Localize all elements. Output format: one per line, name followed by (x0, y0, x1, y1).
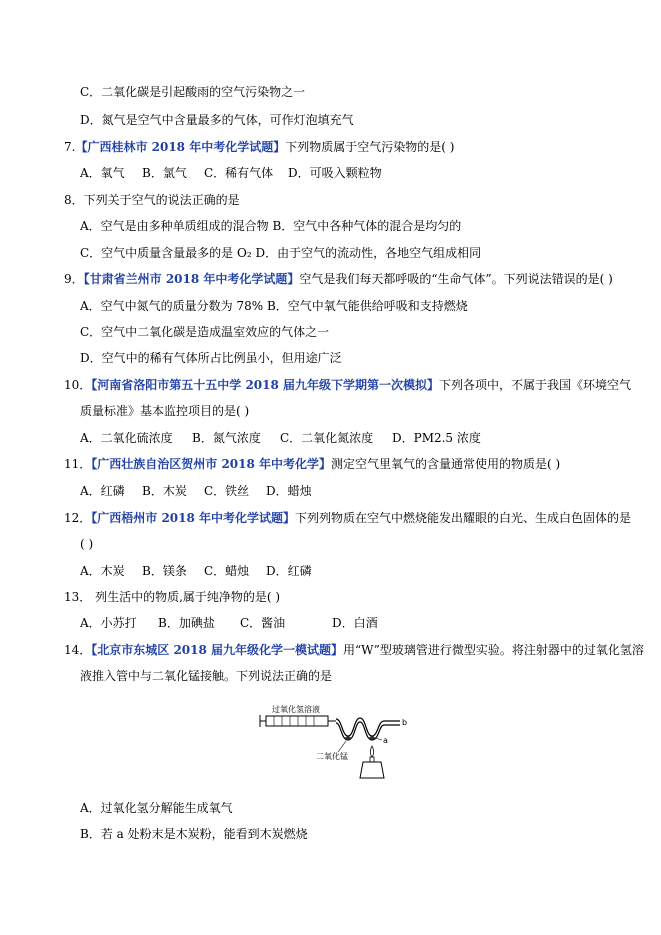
option-b: B．木炭 (142, 484, 187, 498)
option-d: D．蜡烛 (266, 484, 312, 498)
option-a: A．氧气 (80, 166, 125, 180)
flame (370, 746, 373, 757)
manganese-dioxide-powder (345, 736, 351, 739)
w-tube-apparatus-figure (250, 702, 410, 784)
q7-options (80, 165, 382, 181)
question-number: 9． (64, 272, 84, 286)
question-source: 【北京市东城区 2018 届九年级化学一模试题】 (91, 643, 344, 657)
syringe-barrel (266, 716, 328, 726)
question-12 (64, 510, 631, 526)
question-number: 12． (64, 511, 92, 525)
question-11 (64, 456, 560, 472)
question-stem: 下列物质属于空气污染物的是( ) (285, 140, 455, 154)
q10-options (80, 430, 481, 446)
question-10 (64, 377, 631, 393)
option-a: A．木炭 (80, 564, 125, 578)
syringe-label: 过氧化氢溶液 (272, 705, 320, 714)
lamp-wick-holder (370, 757, 374, 762)
q6-option-c: C．二氧化碳是引起酸雨的空气污染物之一 (80, 85, 306, 99)
question-7 (64, 139, 454, 155)
question-stem: 下列各项中，不属于我国《环境空气 (439, 378, 632, 392)
q9-options-ab: A．空气中氮气的质量分数为 78% B．空气中氧气能供给呼吸和支持燃烧 (80, 299, 468, 313)
q14-option-b: B．若 a 处粉末是木炭粉，能看到木炭燃烧 (80, 827, 308, 841)
question-number: 7. (64, 140, 76, 154)
q12-options (80, 563, 312, 579)
question-number: 14． (64, 643, 92, 657)
question-12-stem-cont: ( ) (80, 537, 94, 551)
q6-option-d: D．氮气是空气中含量最多的气体，可作灯泡填充气 (80, 113, 354, 127)
option-a: A．二氧化硫浓度 (80, 431, 173, 445)
question-9 (64, 271, 613, 287)
catalyst-label: 二氧化锰 (316, 752, 348, 761)
question-8-stem: 8．下列关于空气的说法正确的是 (64, 193, 240, 207)
option-b: B．镁条 (142, 564, 187, 578)
question-10-stem-cont: 质量标准》基本监控项目的是( ) (80, 404, 250, 418)
question-stem: 空气是我们每天都呼吸的“生命气体”。下列说法错误的是( ) (299, 272, 613, 286)
q11-options (80, 483, 312, 499)
option-b: B．加碘盐 (158, 616, 215, 630)
label-a: a (383, 736, 388, 745)
question-source: 【甘肃省兰州市 2018 年中考化学试题】 (83, 272, 300, 286)
q8-options-cd: C．空气中质量含量最多的是 O₂ D．由于空气的流动性，各地空气组成相同 (80, 246, 482, 260)
q9-option-c: C．空气中二氧化碳是造成温室效应的气体之一 (80, 325, 330, 339)
option-d: D．红磷 (266, 564, 312, 578)
option-c: C．铁丝 (204, 484, 250, 498)
question-13-stem: 13． 列生活中的物质,属于纯净物的是( ) (64, 590, 281, 604)
question-source: 【广西桂林市 2018 年中考化学试题】 (75, 140, 286, 154)
alcohol-lamp (360, 762, 384, 778)
question-14-stem-cont: 液推入管中与二氧化锰接触。下列说法正确的是 (80, 669, 333, 683)
question-stem: 下列列物质在空气中燃烧能发出耀眼的白光、生成白色固体的是 (295, 511, 632, 525)
question-source: 【河南省洛阳市第五十五中学 2018 届九年级下学期第一次模拟】 (91, 378, 440, 392)
option-c: C．蜡烛 (204, 564, 250, 578)
option-a: A．小苏打 (80, 616, 137, 630)
question-14 (64, 642, 644, 658)
q8-options-ab: A．空气是由多种单质组成的混合物 B．空气中各种气体的混合是均匀的 (80, 219, 462, 233)
q9-option-d: D．空气中的稀有气体所占比例虽小，但用途广泛 (80, 351, 342, 365)
option-d: D．PM2.5 浓度 (392, 431, 481, 445)
q13-options (80, 615, 378, 631)
option-c: C．二氧化氮浓度 (280, 431, 374, 445)
label-b: b (402, 718, 408, 727)
option-c: C．酱油 (240, 616, 286, 630)
option-d: D．可吸入颗粒物 (288, 166, 382, 180)
question-stem: 测定空气里氧气的含量通常使用的物质是( ) (331, 457, 561, 471)
question-stem: 用“W”型玻璃管进行微型实验。将注射器中的过氧化氢溶 (343, 643, 644, 657)
question-source: 【广西壮族自治区贺州市 2018 年中考化学】 (91, 457, 332, 471)
question-number: 10． (64, 378, 92, 392)
question-source: 【广西梧州市 2018 年中考化学试题】 (91, 511, 296, 525)
option-b: B．氮气浓度 (192, 431, 261, 445)
option-c: C．稀有气体 (204, 166, 274, 180)
w-shaped-tube (336, 718, 400, 736)
option-b: B．氯气 (142, 166, 187, 180)
question-number: 11． (64, 457, 92, 471)
q14-option-a: A．过氧化氢分解能生成氧气 (80, 801, 233, 815)
option-d: D．白酒 (332, 616, 378, 630)
powder-at-a (369, 736, 375, 739)
option-a: A．红磷 (80, 484, 125, 498)
